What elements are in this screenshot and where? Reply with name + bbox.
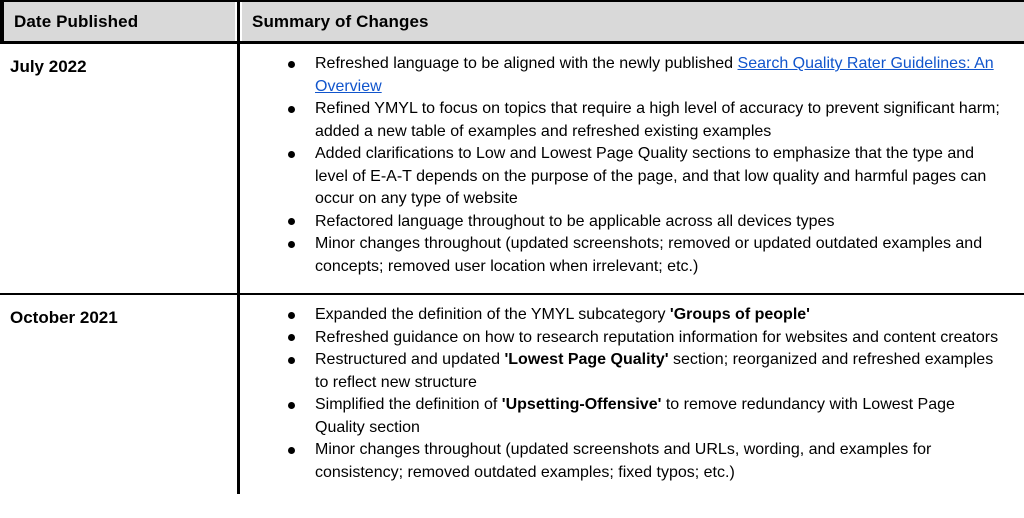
table-row [0, 293, 1024, 494]
column-header-summary-of-changes: Summary of Changes [252, 11, 429, 31]
change-item [315, 98, 1006, 143]
column-divider [235, 2, 242, 41]
table-row [0, 44, 1024, 293]
text-segment: Refactored language throughout to be applicable across all devices types [315, 212, 835, 230]
text-segment: Refined YMYL to focus on topics that require a high level of accuracy to prevent significant harm; added a new table of examples and refreshed existing examples [315, 100, 1000, 140]
change-item [315, 143, 1006, 211]
change-item [315, 439, 1006, 484]
text-segment: Refreshed language to be aligned with the newly published [315, 55, 738, 72]
text-segment: Expanded the definition of the YMYL subcategory [315, 306, 670, 323]
change-item [315, 349, 1006, 394]
text-segment: Minor changes throughout (updated screenshots; removed or updated outdated examples and concepts; removed user location when irrelevant; etc.) [315, 235, 983, 275]
bold-text-segment: 'Upsetting-Offensive' [501, 396, 662, 413]
text-segment: Restructured and updated [315, 351, 505, 368]
text-segment: Simplified the definition of [315, 396, 502, 413]
summary-of-changes-cell [240, 295, 1024, 494]
bold-text-segment: 'Groups of people' [669, 306, 810, 323]
change-item [315, 53, 1006, 98]
changes-list [240, 53, 1006, 278]
summary-of-changes-cell [240, 44, 1024, 293]
change-item [315, 394, 1006, 439]
column-header-date-published: Date Published [14, 11, 139, 31]
link-search-quality-rater-guidelines-overview[interactable]: Search Quality Rater Guidelines: An Overview [315, 55, 994, 95]
text-segment: Minor changes throughout (updated screenshots and URLs, wording, and examples for consistency; removed outdated examples; fixed typos; etc.) [315, 441, 932, 481]
change-item [315, 304, 1006, 327]
table-header-row [0, 0, 1024, 44]
change-item [315, 327, 1006, 350]
text-segment: Added clarifications to Low and Lowest Page Quality sections to emphasize that the type and level of E-A-T depends on the purpose of the page, and that low quality and harmful pages can occur on any type of website [315, 145, 987, 207]
change-item [315, 211, 1006, 234]
changes-list [240, 304, 1006, 484]
date-published-cell: October 2021 [0, 295, 240, 494]
text-segment: section; reorganized and refreshed examples to reflect new structure [315, 351, 994, 391]
bold-text-segment: 'Lowest Page Quality' [504, 351, 669, 368]
text-segment: to remove redundancy with Lowest Page Quality section [315, 396, 955, 436]
text-segment: Refreshed guidance on how to research reputation information for websites and content creators [315, 328, 999, 346]
date-published-cell: July 2022 [0, 44, 240, 293]
table-body [0, 44, 1024, 494]
change-item [315, 233, 1006, 278]
